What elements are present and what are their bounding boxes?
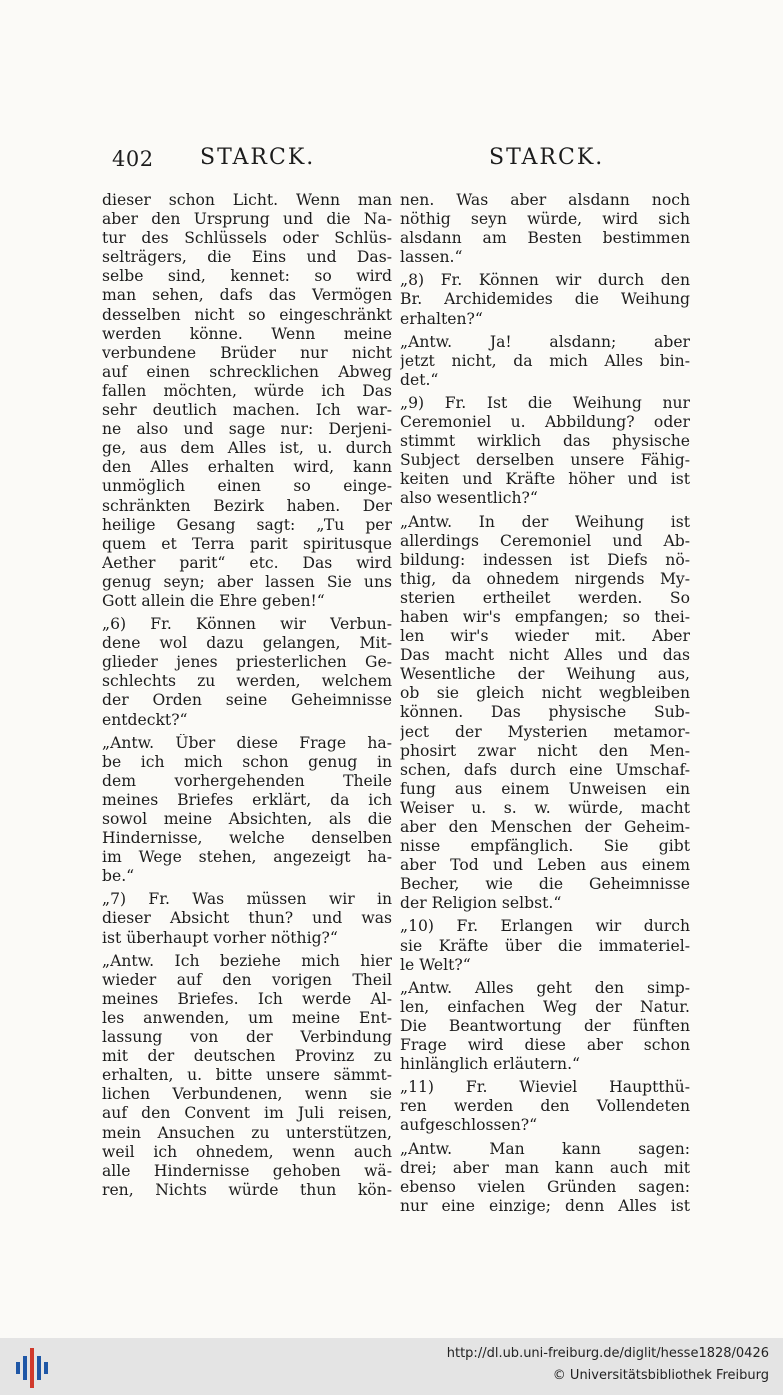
right-text-column — [400, 191, 690, 1216]
text-line: aber Tod und Leben aus einem — [400, 856, 690, 875]
text-line: alsdann am Besten bestimmen — [400, 229, 690, 248]
text-line: „Antw. Alles geht den simp- — [400, 978, 690, 997]
text-line: Die Beantwortung der fünften — [400, 1016, 690, 1035]
text-line: Hindernisse, welche denselben — [102, 829, 392, 848]
text-line: sterien ertheilet werden. So — [400, 588, 690, 607]
text-line: aber den Ursprung und die Na- — [102, 210, 392, 229]
text-line: unmöglich einen so einge- — [102, 477, 392, 496]
text-line: der Religion selbst.“ — [400, 894, 562, 913]
text-line: Weiser u. s. w. würde, macht — [400, 798, 690, 817]
text-line: Subject derselben unsere Fähig- — [400, 451, 690, 470]
text-line: tur des Schlüssels oder Schlüs- — [102, 229, 392, 248]
text-line: mein Ansuchen zu unterstützen, — [102, 1123, 392, 1142]
text-line: allerdings Ceremoniel und Ab- — [400, 531, 690, 550]
text-line: „Antw. Man kann sagen: — [400, 1139, 690, 1158]
text-line: ject der Mysterien metamor- — [400, 722, 690, 741]
text-line: fallen möchten, würde ich Das — [102, 381, 392, 400]
text-line: Das macht nicht Alles und das — [400, 646, 690, 665]
page-header — [0, 140, 783, 180]
text-line: „Antw. Ich beziehe mich hier — [102, 951, 392, 970]
text-line: meines Briefes erklärt, da ich — [102, 790, 392, 809]
text-line: „11) Fr. Wieviel Hauptthü- — [400, 1078, 690, 1097]
text-line: sowol meine Absichten, als die — [102, 810, 392, 828]
text-line: fung aus einem Unweisen ein — [400, 779, 690, 798]
text-line: le Welt?“ — [400, 955, 471, 974]
text-line: auf den Convent im Juli reisen, — [102, 1104, 392, 1123]
text-line: sie Kräfte über die immateriel- — [400, 936, 690, 955]
text-line: ren, Nichts würde thun kön- — [102, 1180, 392, 1199]
text-line: dem vorhergehenden Theile — [102, 771, 392, 790]
running-head-right: STARCK. — [489, 145, 605, 170]
text-line: ob sie gleich nicht wegbleiben — [400, 684, 690, 703]
text-line: können. Das physische Sub- — [400, 703, 690, 722]
text-line: thig, da ohnedem nirgends My- — [400, 569, 690, 588]
text-line: Wesentliche der Weihung aus, — [400, 665, 690, 684]
text-line: Aether parit“ etc. Das wird — [102, 553, 392, 572]
text-line: len, einfachen Weg der Natur. — [400, 997, 690, 1016]
text-line: nöthig seyn würde, wird sich — [400, 210, 690, 229]
text-line: mit der deutschen Provinz zu — [102, 1047, 392, 1066]
text-line: „6) Fr. Können wir Verbun- — [102, 615, 392, 634]
text-line: det.“ — [400, 370, 439, 389]
running-head-left: STARCK. — [200, 145, 316, 170]
text-line: ren werden den Vollendeten — [400, 1097, 690, 1116]
text-line: selträgers, die Eins und Das- — [102, 248, 392, 267]
viewer-footer — [0, 1338, 783, 1395]
text-line: „10) Fr. Erlangen wir durch — [400, 917, 690, 936]
text-line: stimmt wirklich das physische — [400, 432, 690, 451]
text-line: drei; aber man kann auch mit — [400, 1158, 690, 1177]
text-line: erhalten?“ — [400, 309, 483, 328]
text-line: wieder auf den vorigen Theil — [102, 970, 392, 989]
text-line: „9) Fr. Ist die Weihung nur — [400, 393, 690, 412]
text-line: desselben nicht so eingeschränkt — [102, 305, 392, 324]
text-line: alle Hindernisse gehoben wä- — [102, 1161, 392, 1180]
text-line: genug seyn; aber lassen Sie uns — [102, 572, 392, 591]
text-line: schränkten Bezirk haben. Der — [102, 496, 392, 515]
text-line: erhalten, u. bitte unsere sämmt- — [102, 1066, 392, 1085]
text-line: glieder jenes priesterlichen Ge- — [102, 653, 392, 672]
text-line: meines Briefes. Ich werde Al- — [102, 989, 392, 1008]
text-line: lassung von der Verbindung — [102, 1028, 392, 1047]
text-line: weil ich ohnedem, wenn auch — [102, 1142, 392, 1161]
text-line: sehr deutlich machen. Ich war- — [102, 401, 392, 420]
text-line: auf einen schrecklichen Abweg — [102, 362, 392, 381]
text-line: jetzt nicht, da mich Alles bin- — [400, 351, 690, 370]
text-line: Br. Archidemides die Weihung — [400, 290, 690, 309]
text-line: „Antw. Ja! alsdann; aber — [400, 332, 690, 351]
page-number: 402 — [112, 147, 154, 171]
text-line: der Orden seine Geheimnisse — [102, 691, 392, 710]
text-line: lassen.“ — [400, 248, 463, 267]
ub-freiburg-logo-icon[interactable] — [14, 1348, 50, 1388]
text-line: aufgeschlossen?“ — [400, 1116, 538, 1135]
text-line: ne also und sage nur: Derjeni- — [102, 420, 392, 439]
text-line: verbundene Brüder nur nicht — [102, 343, 392, 362]
text-line: hinlänglich erläutern.“ — [400, 1055, 581, 1074]
text-line: quem et Terra parit spiritusque — [102, 534, 392, 553]
left-text-column — [102, 191, 392, 1200]
text-line: nisse empfänglich. Sie gibt — [400, 837, 690, 856]
text-line: also wesentlich?“ — [400, 489, 538, 508]
text-line: be ich mich schon genug in — [102, 752, 392, 771]
text-line: haben wir's empfangen; so thei- — [400, 607, 690, 626]
text-line: man sehen, dafs das Vermögen — [102, 286, 392, 305]
text-line: „8) Fr. Können wir durch den — [400, 271, 690, 290]
text-line: schen, dafs durch eine Umschaf- — [400, 760, 690, 779]
text-line: keiten und Kräfte höher und ist — [400, 470, 690, 489]
text-line: dieser Absicht thun? und was — [102, 909, 392, 928]
text-line: „Antw. In der Weihung ist — [400, 512, 690, 531]
text-line: ge, aus dem Alles ist, u. durch — [102, 439, 392, 458]
text-line: len wir's wieder mit. Aber — [400, 627, 690, 646]
text-line: schlechts zu werden, welchem — [102, 672, 392, 691]
text-line: Frage wird diese aber schon — [400, 1036, 690, 1055]
text-line: „Antw. Über diese Frage ha- — [102, 733, 392, 752]
text-line: Ceremoniel u. Abbildung? oder — [400, 413, 690, 432]
text-line: lichen Verbundenen, wenn sie — [102, 1085, 392, 1104]
text-line: selbe sind, kennet: so wird — [102, 267, 392, 286]
text-line: „7) Fr. Was müssen wir in — [102, 890, 392, 909]
text-line: Becher, wie die Geheimnisse — [400, 875, 690, 894]
text-line: werden könne. Wenn meine — [102, 324, 392, 343]
copyright-notice: © Universitätsbibliothek Freiburg — [552, 1368, 769, 1383]
source-url-link[interactable]: http://dl.ub.uni-freiburg.de/diglit/hesse1828/0426 — [446, 1346, 769, 1361]
text-line: nur eine einzige; denn Alles ist — [400, 1196, 690, 1215]
text-line: entdeckt?“ — [102, 710, 188, 729]
text-line: im Wege stehen, angezeigt ha- — [102, 848, 392, 867]
text-line: heilige Gesang sagt: „Tu per — [102, 515, 392, 534]
text-line: les anwenden, um meine Ent- — [102, 1008, 392, 1027]
text-line: nen. Was aber alsdann noch — [400, 191, 690, 209]
text-line: Gott allein die Ehre geben!“ — [102, 591, 325, 610]
text-line: dene wol dazu gelangen, Mit- — [102, 634, 392, 653]
text-line: aber den Menschen der Geheim- — [400, 818, 690, 836]
text-line: ebenso vielen Gründen sagen: — [400, 1177, 690, 1196]
text-line: ist überhaupt vorher nöthig?“ — [102, 928, 338, 947]
text-line: be.“ — [102, 867, 135, 886]
text-line: bildung: indessen ist Diefs nö- — [400, 550, 690, 569]
text-line: den Alles erhalten wird, kann — [102, 458, 392, 477]
text-line: phosirt zwar nicht den Men- — [400, 741, 690, 760]
text-line: dieser schon Licht. Wenn man — [102, 191, 392, 209]
